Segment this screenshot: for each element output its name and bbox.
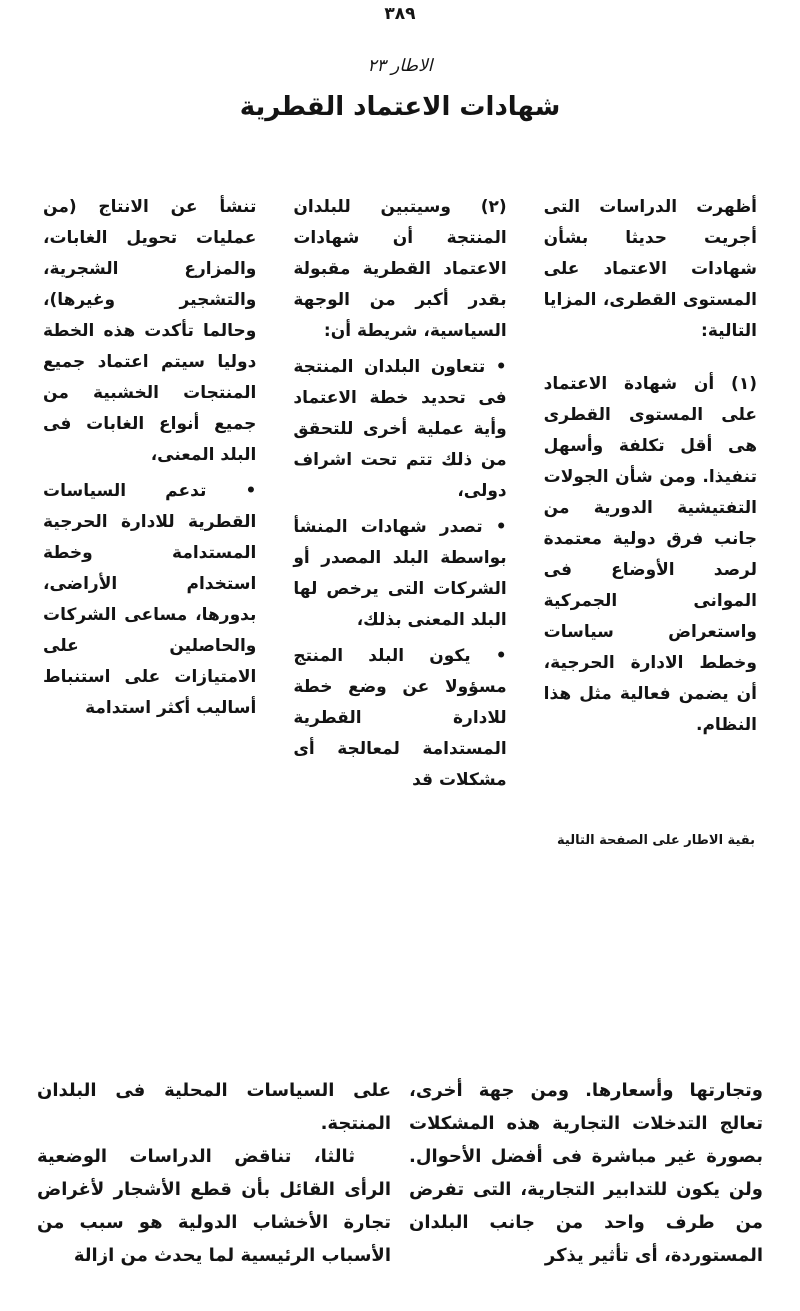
box-column-right	[544, 192, 757, 796]
bullet-paragraph: • تدعم السياسات القطرية للادارة الحرجية المستدامة وخطة استخدام الأراضى، بدورها، مساعى الشركات والحاصلين على الامتيازات على استنباط أساليب أكثر استدامة	[43, 481, 257, 718]
body-column-right	[409, 1074, 763, 1272]
paragraph: ثالثا، تناقض الدراسات الوضعية الرأى القائل بأن قطع الأشجار لأغراض تجارة الأخشاب الدولية هو سبب من الأسباب الرئيسية لما يحدث من ازالة	[37, 1146, 391, 1266]
paragraph: أظهرت الدراسات التى أجريت حديثا بشأن شهادات الاعتماد على المستوى القطرى، المزايا التالية:	[543, 197, 757, 341]
paragraph: (٢) وسيتبين للبلدان المنتجة أن شهادات الاعتماد القطرية مقبولة بقدر أكبر من الوجهة السياسية، شريطة أن:	[293, 197, 507, 341]
box-columns	[43, 192, 757, 796]
paragraph: (١) أن شهادة الاعتماد على المستوى القطرى هى أقل تكلفة وأسهل تنفيذا. ومن شأن الجولات التفتيشية الدورية من جانب فرق دولية معتمدة لرصد الأوضاع فى الموانى الجمركية واستعراض سياسات وخطط الادارة الحرجية، أن يضمن فعالية مثل هذا النظام.	[543, 374, 757, 735]
box-column-middle	[293, 192, 506, 796]
bullet-paragraph: • يكون البلد المنتج مسؤولا عن وضع خطة للادارة القطرية المستدامة لمعالجة أى مشكلات قد	[293, 646, 507, 790]
bullet-paragraph: • تتعاون البلدان المنتجة فى تحديد خطة الاعتماد وأية عملية أخرى للتحقق من ذلك تتم تحت اشراف دولى،	[293, 357, 507, 501]
continuation-note: بقية الاطار على الصفحة التالية	[557, 833, 755, 848]
paragraph: وتجارتها وأسعارها. ومن جهة أخرى، تعالج التدخلات التجارية هذه المشكلات بصورة غير مباشرة فى أفضل الأحوال. ولن يكون للتدابير التجارية، التى تفرض من طرف واحد من جانب البلدان المستوردة، أى تأثير يذكر	[409, 1080, 763, 1266]
paragraph: على السياسات المحلية فى البلدان المنتجة.	[37, 1080, 391, 1134]
paragraph: تنشأ عن الانتاج (من عمليات تحويل الغابات، والمزارع الشجرية، والتشجير وغيرها)، وحالما تأكدت هذه الخطة دوليا سيتم اعتماد جميع المنتجات الخشبية من جميع أنواع الغابات فى البلد المعنى،	[43, 197, 257, 465]
body-column-left	[37, 1074, 391, 1272]
box-column-left	[43, 192, 256, 796]
box-label: الاطار ٢٣	[367, 56, 433, 76]
box-title: شهادات الاعتماد القطرية	[239, 92, 561, 122]
bullet-paragraph: • تصدر شهادات المنشأ بواسطة البلد المصدر أو الشركات التى يرخص لها البلد المعنى بذلك،	[293, 517, 507, 630]
body-text-columns	[37, 1074, 763, 1272]
page-number: ٣٨٩	[384, 4, 416, 24]
